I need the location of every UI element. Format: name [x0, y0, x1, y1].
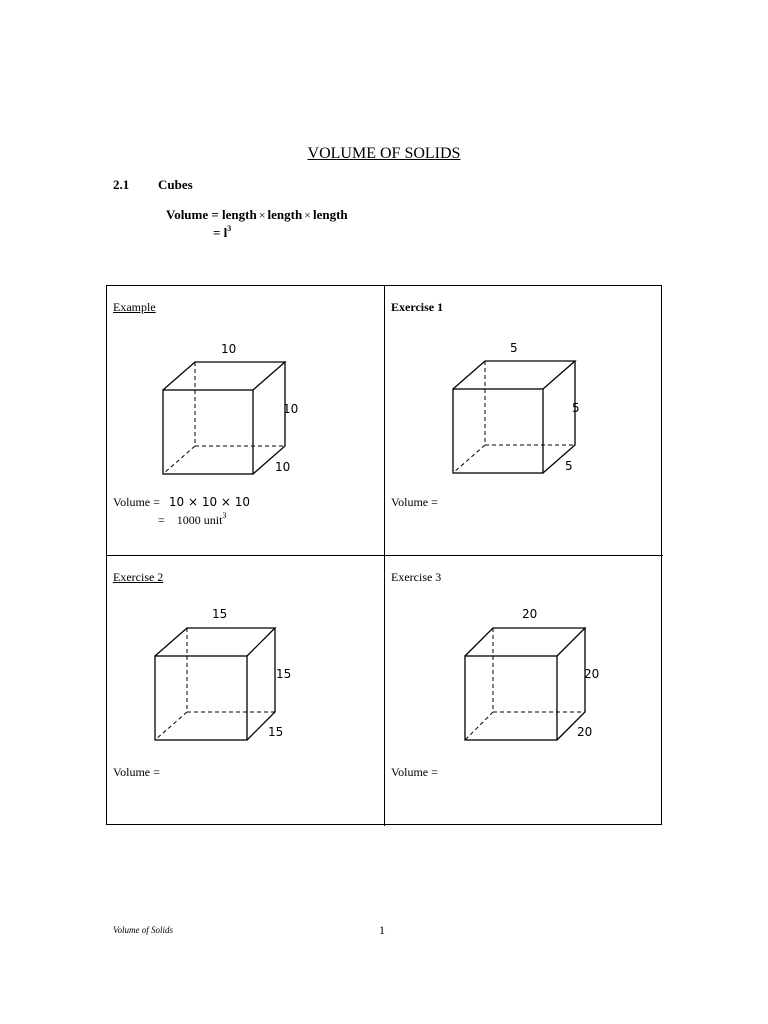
exercise-3-cell: [385, 556, 663, 826]
cube-diagram: [385, 286, 663, 556]
dimension-side-label: 10: [283, 402, 299, 416]
dimension-top-label: 15: [212, 607, 228, 621]
exercise-grid: [106, 285, 662, 825]
dimension-side-label: 5: [572, 401, 580, 415]
formula-lhs: Volume = length: [166, 207, 257, 222]
formula-term3: length: [312, 207, 348, 222]
cube-top-face: [465, 628, 585, 656]
cube-diagram: [385, 556, 663, 826]
dimension-top-label: 10: [221, 342, 237, 356]
volume-line: Volume =: [391, 765, 438, 779]
cube-top-face: [453, 361, 575, 389]
cube-hidden-edges: [155, 628, 275, 740]
dimension-top-label: 20: [522, 607, 538, 621]
result-equals: =: [158, 513, 165, 527]
dimension-front-label: 10: [275, 460, 291, 474]
cube-side-face: [543, 361, 575, 473]
cell-label: Exercise 3: [391, 570, 442, 584]
footer-page-number: 1: [379, 923, 385, 937]
dimension-front-label: 5: [565, 459, 573, 473]
cube-side-face: [557, 628, 585, 740]
cube-diagram: [107, 556, 385, 826]
result-value: 1000 unit: [176, 513, 223, 527]
dimension-side-label: 15: [276, 667, 292, 681]
volume-line: Volume =: [391, 495, 438, 509]
cell-label: Exercise 1: [391, 300, 444, 314]
formula-line2: = l: [213, 225, 228, 240]
cube-top-face: [155, 628, 275, 656]
cube-top-face: [163, 362, 285, 390]
dimension-side-label: 20: [584, 667, 600, 681]
example-cell: [107, 286, 385, 556]
cube-front-face: [465, 656, 557, 740]
cell-label: Example: [113, 300, 156, 314]
times-symbol: ×: [258, 208, 266, 222]
volume-formula-line2: [213, 224, 231, 241]
exercise-1-cell: [385, 286, 663, 556]
cube-hidden-edges: [465, 628, 585, 740]
volume-line: [113, 495, 250, 510]
section-number: 2.1: [113, 177, 130, 192]
volume-expression: 10 × 10 × 10: [168, 495, 251, 509]
cube-side-face: [253, 362, 285, 474]
result-exponent: 3: [222, 511, 227, 520]
formula-term2: length: [267, 207, 303, 222]
times-symbol: ×: [304, 208, 311, 222]
cell-label: Exercise 2: [113, 570, 164, 584]
dimension-top-label: 5: [510, 341, 518, 355]
exercise-2-cell: [107, 556, 385, 826]
page-title: VOLUME OF SOLIDS: [307, 145, 461, 162]
volume-label: Volume =: [113, 495, 160, 509]
volume-line: Volume =: [113, 765, 160, 779]
cube-side-face: [247, 628, 275, 740]
dimension-front-label: 20: [577, 725, 593, 739]
footer-document-title: Volume of Solids: [113, 925, 173, 935]
cube-diagram: [107, 286, 385, 556]
section-title: Cubes: [158, 177, 193, 192]
volume-formula: [166, 207, 348, 223]
volume-result: [158, 511, 226, 528]
dimension-front-label: 15: [268, 725, 284, 739]
cube-front-face: [453, 389, 543, 473]
cube-front-face: [163, 390, 253, 474]
formula-exponent: 3: [227, 224, 232, 233]
